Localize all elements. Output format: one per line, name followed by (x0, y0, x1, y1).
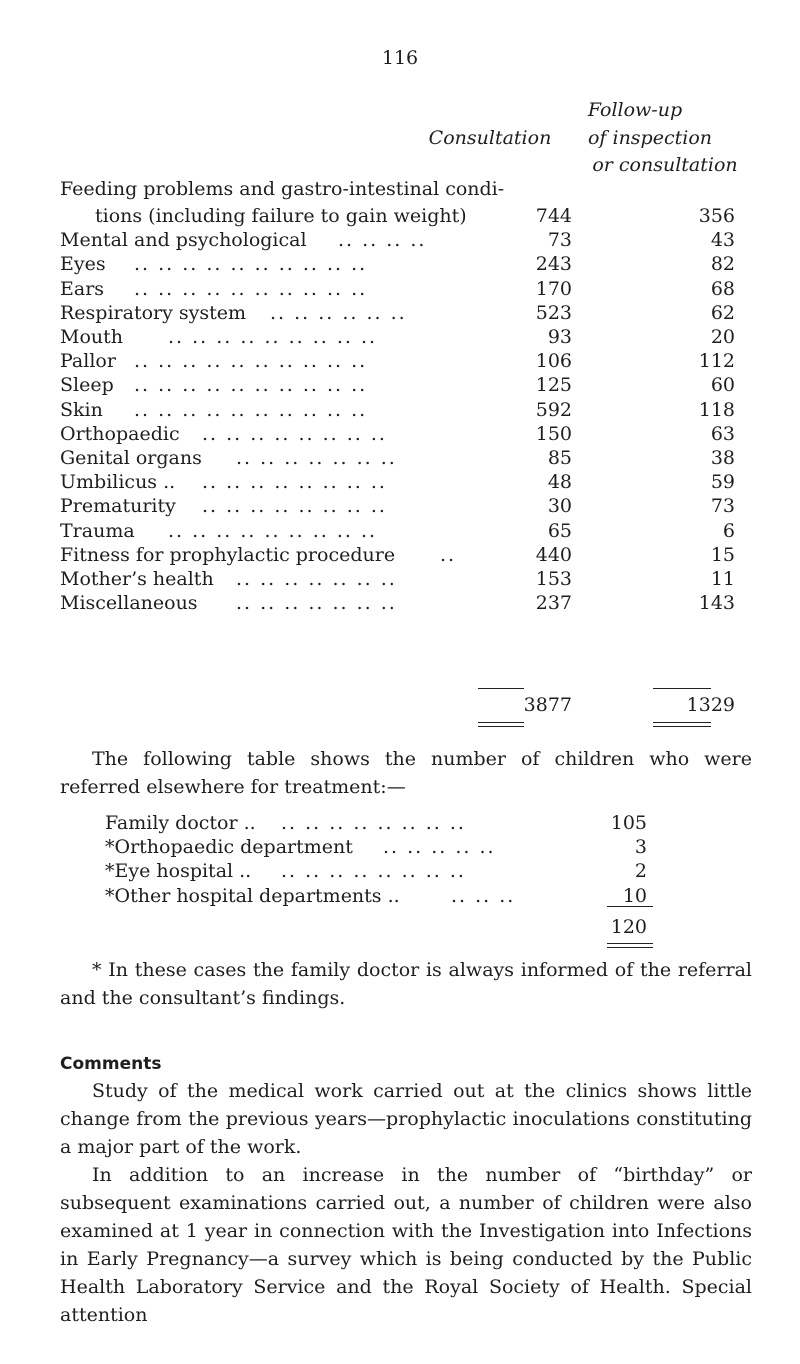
leader-dots: .. .. .. .. .. .. .. .. (281, 860, 466, 882)
row-label: tions (including failure to gain weight) (95, 205, 467, 227)
consultation-value: 85 (547, 447, 572, 469)
total-followup: 1329 (686, 694, 735, 716)
referral-value: 3 (634, 836, 647, 858)
followup-value: 73 (710, 495, 735, 517)
referral-double-rule-a (607, 943, 653, 944)
referral-value: 10 (622, 885, 647, 907)
referral-value: 2 (634, 860, 647, 882)
leader-dots: .. .. .. .. .. .. .. .. (202, 423, 387, 445)
double-rule-1b (478, 726, 524, 727)
referral-label: *Orthopaedic department (105, 836, 353, 858)
consultation-value: 243 (535, 253, 572, 275)
followup-value: 68 (710, 278, 735, 300)
row-label: Prematurity (60, 495, 176, 517)
leader-dots: .. .. .. .. .. .. .. .. .. .. (134, 399, 368, 421)
referral-intro: The following table shows the number of children who were referred elsewhere for treatment:— (60, 748, 752, 798)
consultation-value: 125 (535, 374, 572, 396)
followup-value: 118 (698, 399, 735, 421)
row-label: Fitness for prophylactic procedure (60, 544, 396, 566)
row-label: Ears (60, 278, 105, 300)
row-label: Sleep (60, 374, 114, 396)
comments-paragraph-1: Study of the medical work carried out at the clinics shows little change from the previous years—prophylactic inoculations constituting a major part of the work. (60, 1080, 752, 1158)
leader-dots: .. .. .. .. .. .. .. (236, 447, 397, 469)
followup-value: 63 (710, 423, 735, 445)
followup-value: 15 (710, 544, 735, 566)
row-label: Pallor (60, 350, 116, 372)
comments-paragraph-2: In addition to an increase in the number of “birthday” or subsequent examinations carried out, a number of children were also examined at 1 year in connection with the Investigation into Infections in Early Pregnancy—a survey which is being conducted by the Public Health Laboratory Service and the Royal Society of Health. Special attention (60, 1164, 752, 1326)
leader-dots: .. .. .. .. .. (383, 836, 496, 858)
leader-dots: .. .. .. .. .. .. (270, 302, 407, 324)
total-consultation: 3877 (523, 694, 572, 716)
row-label: Respiratory system (60, 302, 247, 324)
followup-value: 59 (710, 471, 735, 493)
double-rule-1a (478, 722, 524, 723)
comments-heading: Comments (60, 1054, 162, 1074)
col-header-followup-3: or consultation (592, 154, 738, 176)
leader-dots: .. .. .. .. (338, 229, 427, 251)
consultation-value: 237 (535, 592, 572, 614)
row-label: Miscellaneous (60, 592, 198, 614)
row-label: Umbilicus .. (60, 471, 176, 493)
consultation-value: 93 (547, 326, 572, 348)
consultation-value: 73 (547, 229, 572, 251)
row-label: Orthopaedic (60, 423, 180, 445)
total-rule-2 (653, 688, 711, 689)
followup-value: 112 (698, 350, 735, 372)
footnote: * In these cases the family doctor is always informed of the referral and the consultant’s findings. (60, 959, 752, 1009)
leader-dots: .. .. .. .. .. .. .. .. (202, 495, 387, 517)
consultation-value: 30 (547, 495, 572, 517)
leader-dots: .. .. .. .. .. .. .. (236, 568, 397, 590)
followup-value: 62 (710, 302, 735, 324)
consultation-value: 440 (535, 544, 572, 566)
referral-total-rule (607, 906, 653, 907)
row-label: Mother’s health (60, 568, 214, 590)
leader-dots: .. .. .. .. .. .. .. .. .. .. (134, 253, 368, 275)
leader-dots: .. .. .. .. .. .. .. .. .. .. (134, 350, 368, 372)
col-header-consultation: Consultation (428, 127, 552, 149)
page-number: 116 (381, 47, 419, 69)
followup-value: 6 (722, 520, 735, 542)
double-rule-2a (653, 722, 711, 723)
followup-value: 60 (710, 374, 735, 396)
followup-value: 11 (710, 568, 735, 590)
referral-total: 120 (610, 916, 647, 938)
row-label: Eyes (60, 253, 106, 275)
row-label: Mouth (60, 326, 124, 348)
row-label: Skin (60, 399, 103, 421)
total-rule-1 (478, 688, 524, 689)
consultation-value: 106 (535, 350, 572, 372)
leader-dots: .. .. .. .. .. .. .. (236, 592, 397, 614)
feeding-problems-label: Feeding problems and gastro-intestinal condi- (60, 178, 505, 200)
consultation-value: 150 (535, 423, 572, 445)
double-rule-2b (653, 726, 711, 727)
consultation-value: 523 (535, 302, 572, 324)
followup-value: 143 (698, 592, 735, 614)
leader-dots: .. .. .. .. .. .. .. .. (281, 812, 466, 834)
leader-dots: .. .. .. .. .. .. .. .. .. .. (134, 278, 368, 300)
leader-dots: .. (440, 544, 457, 566)
referral-value: 105 (610, 812, 647, 834)
referral-label: Family doctor .. (105, 812, 256, 834)
leader-dots: .. .. .. .. .. .. .. .. (202, 471, 387, 493)
consultation-value: 170 (535, 278, 572, 300)
leader-dots: .. .. .. .. .. .. .. .. .. .. (134, 374, 368, 396)
consultation-value: 65 (547, 520, 572, 542)
col-header-followup-1: Follow-up (587, 99, 683, 121)
followup-value: 82 (710, 253, 735, 275)
followup-value: 20 (710, 326, 735, 348)
row-label: Trauma (60, 520, 135, 542)
followup-value: 43 (710, 229, 735, 251)
consultation-value: 153 (535, 568, 572, 590)
leader-dots: .. .. .. .. .. .. .. .. .. (168, 326, 378, 348)
followup-value: 356 (698, 205, 735, 227)
followup-value: 38 (710, 447, 735, 469)
consultation-value: 592 (535, 399, 572, 421)
leader-dots: .. .. .. .. .. .. .. .. .. (168, 520, 378, 542)
leader-dots: .. .. .. (451, 885, 516, 907)
referral-double-rule-b (607, 947, 653, 948)
consultation-value: 48 (547, 471, 572, 493)
row-label: Genital organs (60, 447, 202, 469)
referral-label: *Other hospital departments .. (105, 885, 400, 907)
referral-label: *Eye hospital .. (105, 860, 252, 882)
consultation-value: 744 (535, 205, 572, 227)
col-header-followup-2: of inspection (587, 127, 712, 149)
row-label: Mental and psychological (60, 229, 307, 251)
